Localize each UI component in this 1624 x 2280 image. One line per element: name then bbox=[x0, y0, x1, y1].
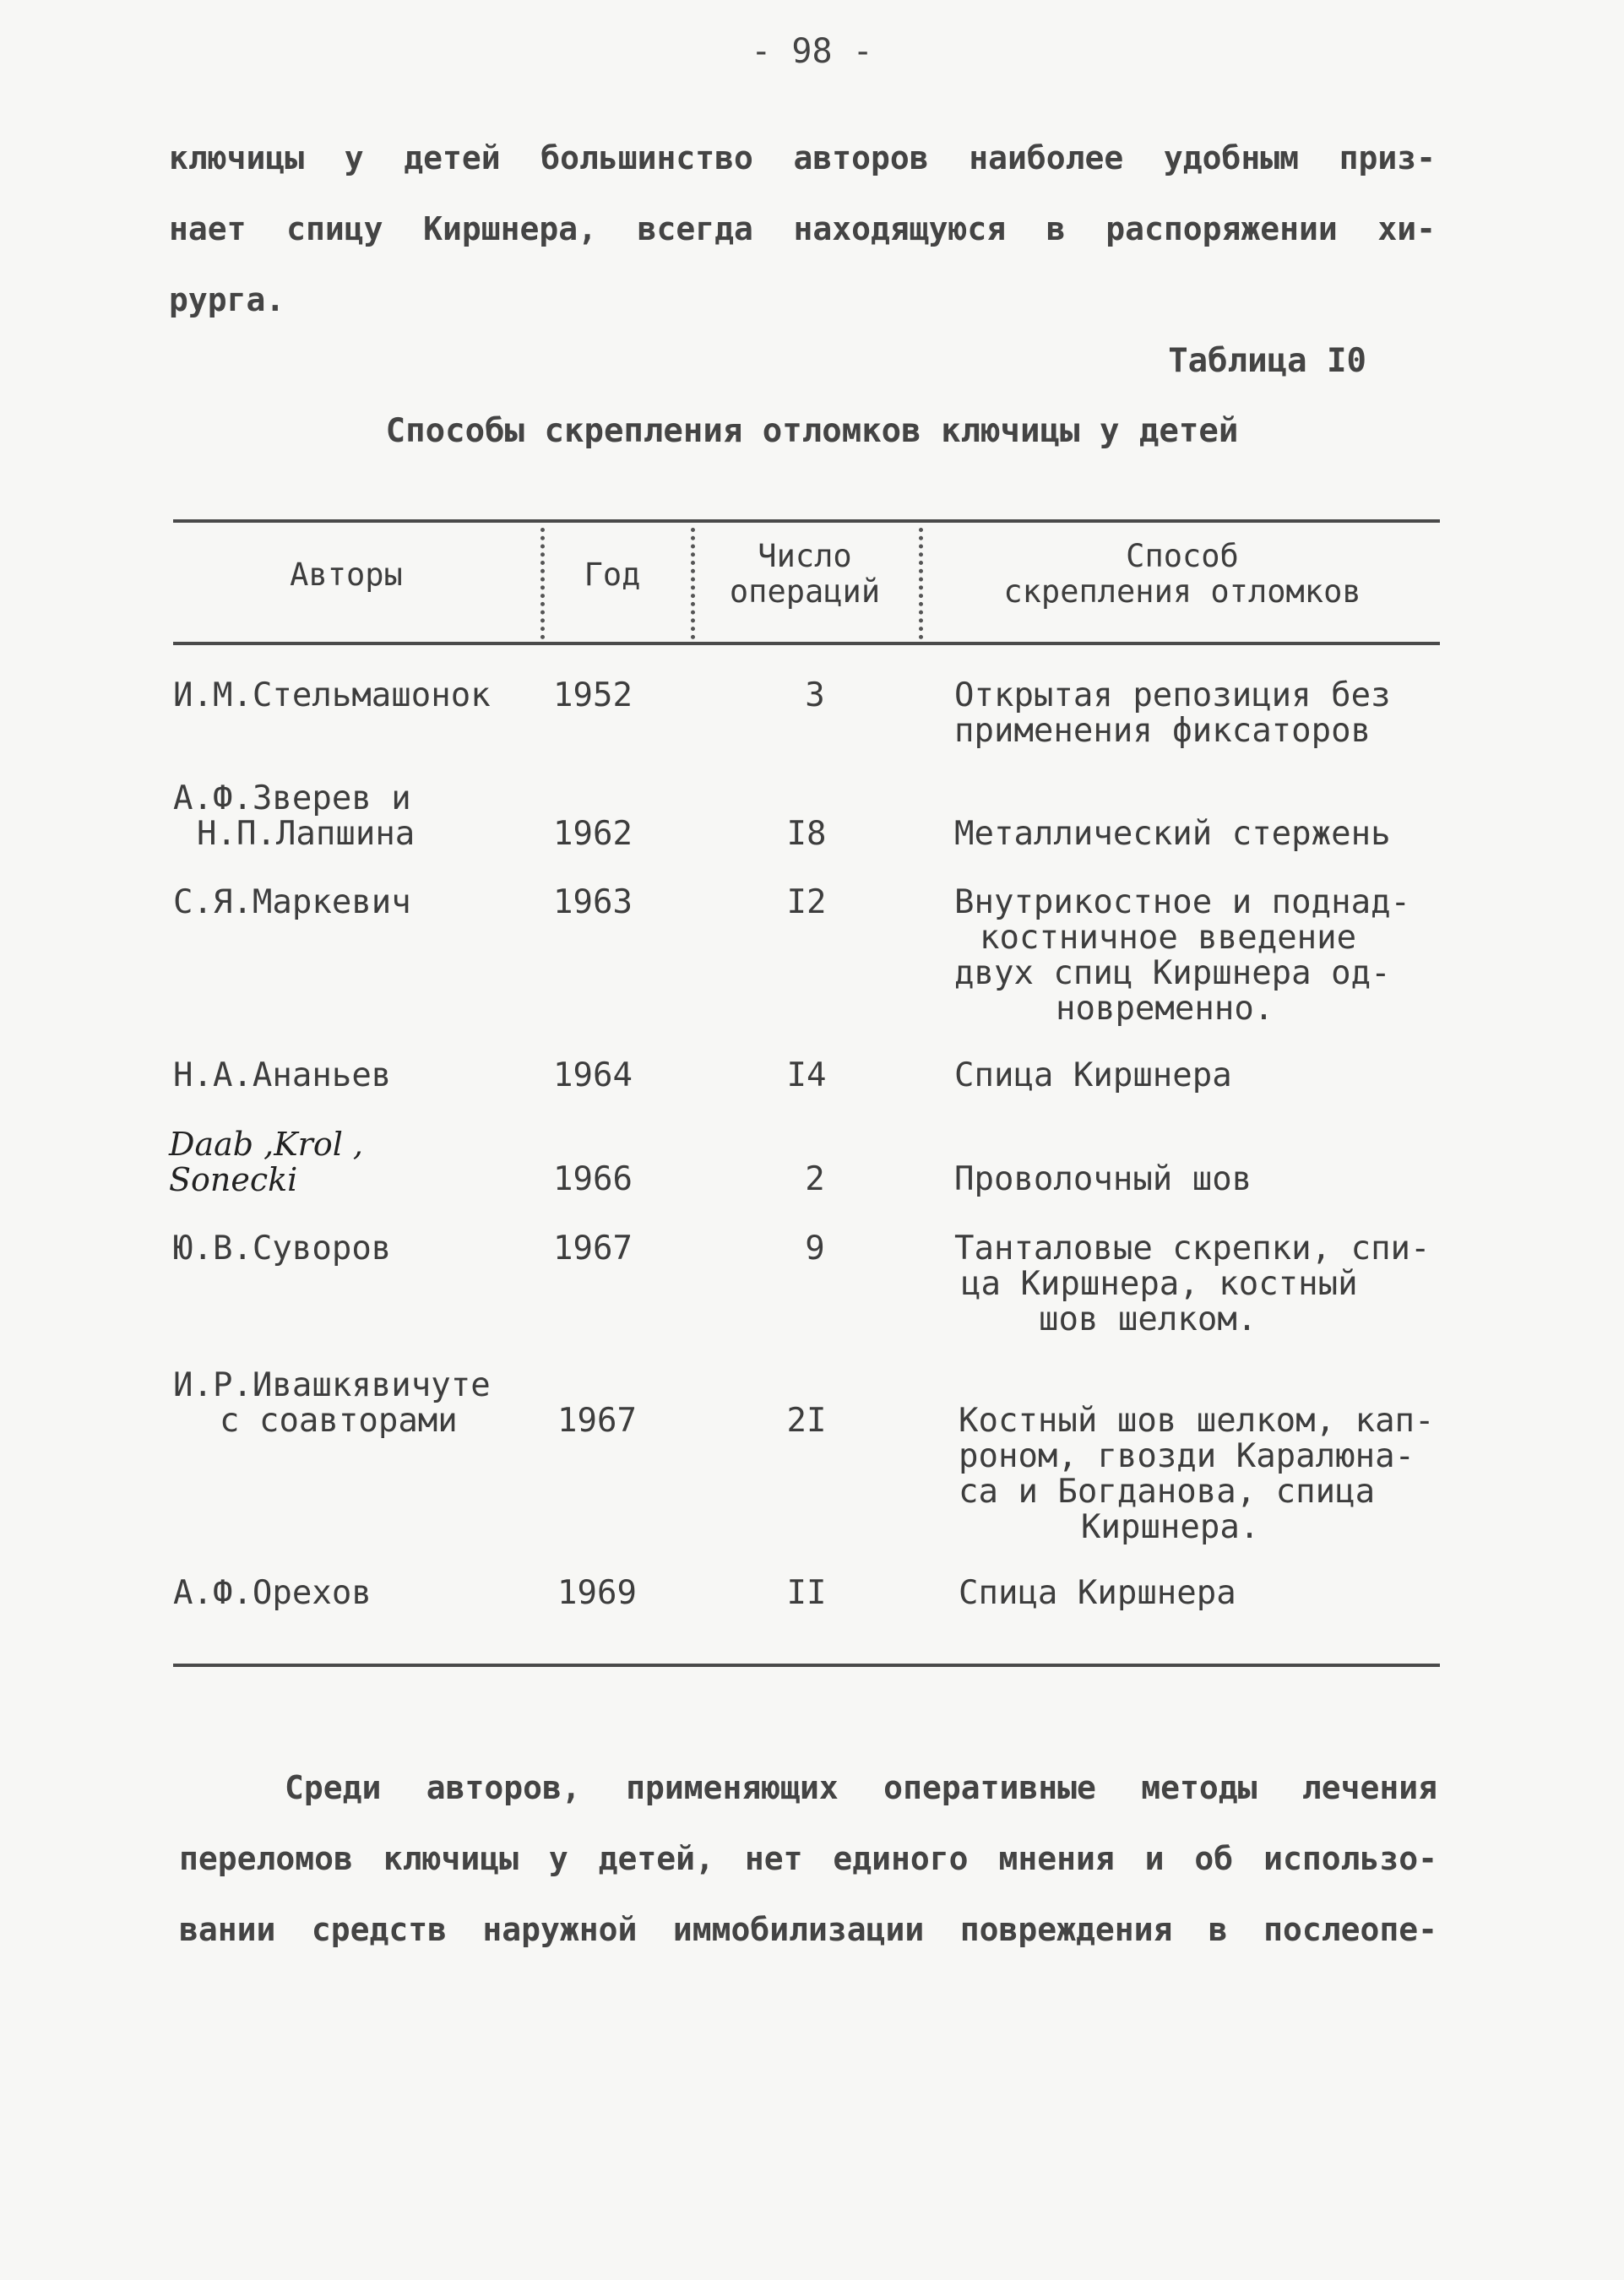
header-operations-line: операций bbox=[729, 573, 881, 610]
method-line: Проволочный шов bbox=[954, 1160, 1252, 1198]
method-line: Спица Киршнера bbox=[959, 1574, 1236, 1612]
closing-paragraph bbox=[179, 1752, 1437, 1965]
column-separator bbox=[919, 528, 923, 639]
cell-authors bbox=[173, 781, 415, 852]
author-line: И.Р.Ивашкявичуте bbox=[173, 1366, 491, 1404]
method-line: ца Киршнера, костный bbox=[961, 1265, 1358, 1303]
table-title: Способы скрепления отломков ключицы у детей bbox=[385, 412, 1239, 450]
cell-method bbox=[954, 817, 1391, 852]
author-line: И.М.Стельмашонок bbox=[173, 676, 491, 714]
cell-authors bbox=[173, 1576, 372, 1611]
method-line: Внутрикостное и поднад- bbox=[954, 883, 1411, 921]
header-year: Год bbox=[584, 556, 641, 593]
cell-method bbox=[954, 1162, 1252, 1197]
cell-method bbox=[954, 1058, 1232, 1094]
cell-operations: I2 bbox=[786, 883, 827, 921]
intro-line: нает спицу Киршнера, всегда находящуюся в распоряжении хи- bbox=[169, 210, 1436, 247]
method-line: Открытая репозиция без bbox=[954, 676, 1391, 714]
cell-operations: 9 bbox=[805, 1230, 825, 1268]
cell-year: 1963 bbox=[553, 883, 633, 921]
method-line: Спица Киршнера bbox=[954, 1056, 1232, 1094]
method-line: Костный шов шелком, кап- bbox=[959, 1402, 1435, 1440]
cell-authors bbox=[173, 1231, 391, 1267]
author-line: Ю.В.Суворов bbox=[173, 1230, 392, 1268]
table-header-rule bbox=[173, 642, 1440, 645]
cell-year: 1967 bbox=[557, 1402, 637, 1440]
cell-method bbox=[954, 678, 1391, 749]
cell-operations: 3 bbox=[805, 676, 825, 714]
closing-line: переломов ключицы у детей, нет единого мнения и об использо- bbox=[179, 1840, 1437, 1877]
author-line: Daab ,Krol , bbox=[169, 1126, 364, 1163]
cell-operations: 2I bbox=[786, 1402, 827, 1440]
cell-operations: 2 bbox=[805, 1160, 825, 1198]
header-operations bbox=[699, 539, 910, 610]
method-line: са и Богданова, спица bbox=[959, 1473, 1376, 1511]
cell-year: 1967 bbox=[553, 1230, 633, 1268]
author-line: Н.А.Ананьев bbox=[173, 1056, 392, 1094]
table-bottom-rule bbox=[173, 1664, 1440, 1667]
cell-method bbox=[954, 1231, 1431, 1338]
column-separator bbox=[540, 528, 545, 639]
method-line: Киршнера. bbox=[1081, 1508, 1260, 1546]
author-line: С.Я.Маркевич bbox=[173, 883, 411, 921]
header-authors: Авторы bbox=[290, 556, 403, 593]
cell-operations: I4 bbox=[786, 1056, 827, 1094]
author-line: Sonecki bbox=[169, 1161, 298, 1198]
cell-authors bbox=[173, 1368, 491, 1439]
page-number: - 98 - bbox=[751, 32, 873, 71]
table-number: Таблица I0 bbox=[1168, 342, 1366, 380]
cell-authors bbox=[173, 1058, 391, 1094]
method-line: роном, гвозди Каралюна- bbox=[959, 1437, 1415, 1475]
author-line: А.Ф.Зверев и bbox=[173, 779, 411, 817]
cell-year: 1966 bbox=[553, 1160, 633, 1198]
header-method bbox=[929, 539, 1436, 610]
method-line: новременно. bbox=[1056, 990, 1274, 1028]
author-line: с соавторами bbox=[220, 1402, 458, 1440]
cell-year: 1962 bbox=[553, 815, 633, 853]
method-line: применения фиксаторов bbox=[954, 712, 1371, 750]
cell-authors bbox=[173, 678, 491, 714]
cell-year: 1969 bbox=[557, 1574, 637, 1612]
author-line: Н.П.Лапшина bbox=[197, 815, 416, 853]
cell-operations: II bbox=[786, 1574, 827, 1612]
header-method-line: скрепления отломков bbox=[1003, 573, 1361, 610]
table-top-rule bbox=[173, 519, 1440, 523]
cell-authors bbox=[173, 885, 411, 920]
column-separator bbox=[691, 528, 695, 639]
header-method-line: Способ bbox=[1126, 538, 1239, 574]
closing-line: вании средств наружной иммобилизации повреждения в послеопе- bbox=[179, 1911, 1437, 1948]
author-line: А.Ф.Орехов bbox=[173, 1574, 372, 1612]
cell-authors-handwritten bbox=[169, 1126, 363, 1197]
method-line: костничное введение bbox=[980, 919, 1357, 957]
method-line: двух спиц Киршнера од- bbox=[954, 954, 1391, 992]
closing-line: Среди авторов, применяющих оперативные методы лечения bbox=[285, 1769, 1437, 1806]
cell-year: 1964 bbox=[553, 1056, 633, 1094]
intro-line: ключицы у детей большинство авторов наиболее удобным приз- bbox=[169, 139, 1436, 176]
cell-method bbox=[954, 885, 1410, 1027]
cell-method bbox=[959, 1576, 1236, 1611]
cell-operations: I8 bbox=[786, 815, 827, 853]
header-operations-line: Число bbox=[758, 538, 852, 574]
intro-line: рурга. bbox=[169, 281, 285, 318]
method-line: шов шелком. bbox=[1039, 1300, 1257, 1338]
intro-paragraph bbox=[169, 122, 1436, 335]
cell-method bbox=[959, 1403, 1435, 1545]
method-line: Металлический стержень bbox=[954, 815, 1391, 853]
cell-year: 1952 bbox=[553, 676, 633, 714]
method-line: Танталовые скрепки, спи- bbox=[954, 1230, 1431, 1268]
